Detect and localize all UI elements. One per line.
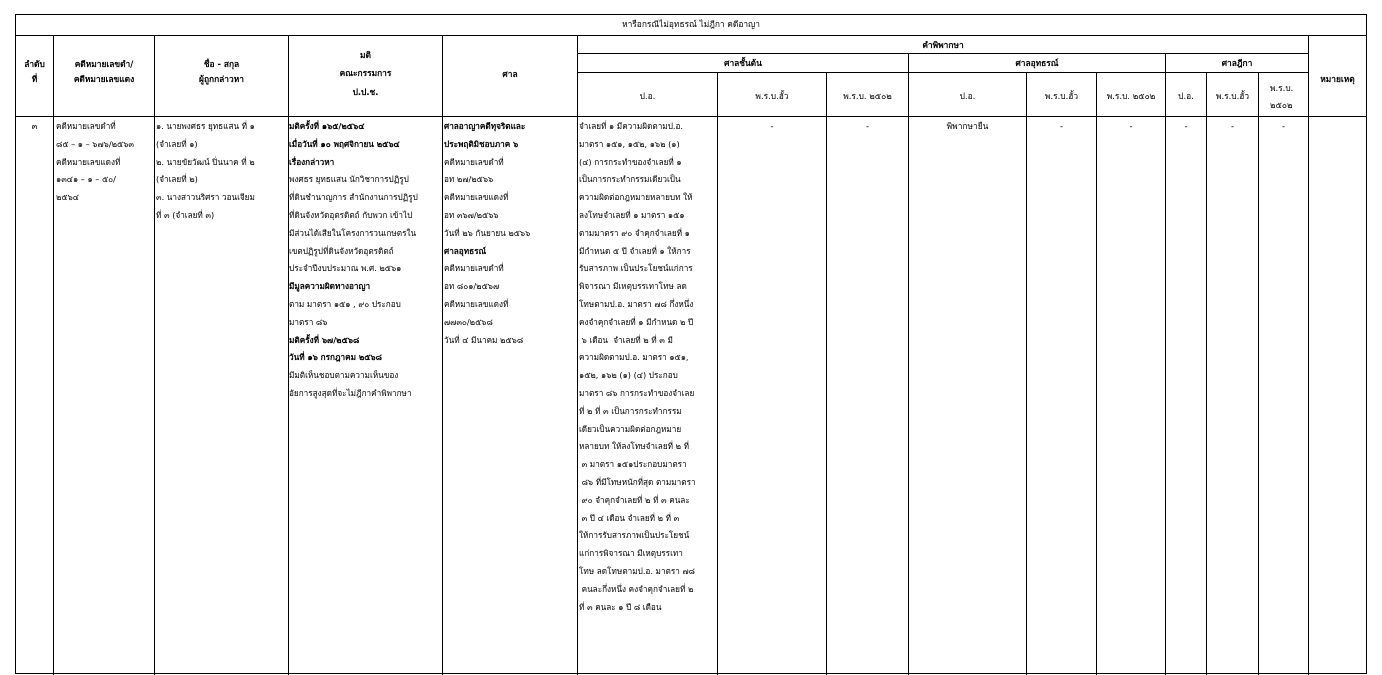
cell-line: มติครั้งที่ ๑๖๕/๒๕๖๔ <box>289 121 365 131</box>
header-case-line2: คดีหมายเลขแดง <box>73 74 135 84</box>
header-appeal: ศาลอุทธรณ์ <box>1015 58 1059 68</box>
cell-line: ลงโทษจำเลยที่ ๑ มาตรา ๑๕๑ <box>579 209 685 220</box>
cell-line: โทษตามป.อ. มาตรา ๗๘ กึ่งหนึ่ง <box>579 298 694 309</box>
cell-line: (๔) การกระทำของจำเลยที่ ๑ <box>579 156 682 167</box>
header-appeal-pr-2502: พ.ร.บ. ๒๕๐๒ <box>1106 91 1156 101</box>
row-case-numbers <box>56 118 134 207</box>
cell-line: ๒๕๖๔ <box>56 192 79 203</box>
cell-line: หลายบท ให้ลงโทษจำเลยที่ ๒ ที่ <box>579 441 690 452</box>
row-appeal-pr-old: - <box>1059 121 1064 131</box>
row-court <box>444 118 530 349</box>
cell-line: พงศธร ยุทธแสน นักวิชาการปฏิรูป <box>289 174 409 185</box>
cell-line: ที่ ๒ ที่ ๓ เป็นการกระทำกรรม <box>579 405 682 416</box>
cell-line: พิจารณา มีเหตุบรรเทาโทษ ลด <box>579 281 687 292</box>
cell-line: ตามมาตรา ๙๐ จำคุกจำเลยที่ ๑ <box>579 227 690 238</box>
cell-line: มาตรา ๘๖ <box>289 316 328 327</box>
row-first-pr-2502: - <box>865 121 870 131</box>
header-supreme-pr-2502-line2: ๒๕๐๒ <box>1270 100 1293 110</box>
column-rule <box>717 72 718 675</box>
header-first-pr-old: พ.ร.บ.ฮั้ว <box>755 91 789 101</box>
column-rule <box>1026 72 1027 675</box>
cell-line: ศาลอุทธรณ์ <box>444 245 487 256</box>
cell-line: ๗๗๓๐/๒๕๖๘ <box>444 316 493 327</box>
cell-line: เขตปฏิรูปที่ดินจังหวัดอุตรดิตถ์ <box>289 245 394 256</box>
verdict-table <box>15 14 1367 674</box>
cell-line: มีมูลความผิดทางอาญา <box>289 281 371 292</box>
header-resolution-line2: คณะกรรมการ <box>339 68 392 78</box>
cell-line: ประจำปีงบประมาณ พ.ศ. ๒๕๖๑ <box>289 263 402 274</box>
table-title: หารือกรณีไม่อุทธรณ์ ไม่ฎีกา คดีอาญา <box>622 19 760 29</box>
cell-line: แก่การพิจารณา มีเหตุบรรเทา <box>579 548 683 559</box>
cell-line: ๓. นางสาวนริศรา วอนเจียม <box>156 192 255 203</box>
cell-line: ให้การรับสารภาพเป็นประโยชน์ <box>579 530 690 541</box>
cell-line: โทษ ลดโทษตามป.อ. มาตรา ๗๘ <box>579 565 695 576</box>
header-supreme: ศาลฎีกา <box>1221 58 1253 68</box>
cell-line: คดีหมายเลขดำที่ <box>444 156 504 167</box>
cell-line: (จำเลยที่ ๑) <box>156 138 198 149</box>
cell-line: มติครั้งที่ ๖๗/๒๕๖๘ <box>289 334 360 345</box>
column-rule <box>908 53 909 675</box>
header-case-line1: คดีหมายเลขดำ/ <box>74 59 134 69</box>
header-court: ศาล <box>502 69 518 79</box>
cell-line: ๓ ปี ๔ เดือน จำเลยที่ ๒ ที่ ๓ <box>579 512 680 523</box>
cell-line: ที่ ๓ คนละ ๑ ปี ๘ เดือน <box>579 601 662 612</box>
cell-line: ความผิดตามป.อ. มาตรา ๑๕๑, <box>579 352 689 363</box>
cell-line: ๒. นายขัยวัฒน์ ปิ่นนาค ที่ ๒ <box>156 156 255 167</box>
row-supreme-pr-2502: - <box>1281 121 1286 131</box>
cell-line: ที่ ๓ (จำเลยที่ ๓) <box>156 209 215 220</box>
row-supreme-pr-old: - <box>1230 121 1235 131</box>
header-supreme-pr-2502-line1: พ.ร.บ. <box>1270 83 1294 93</box>
cell-line: ที่ดินจังหวัดอุตรดิตถ์ กับพวก เข้าไป <box>289 209 413 220</box>
cell-line: อัยการสูงสุดที่จะไม่ฎีกาคำพิพากษา <box>289 387 412 398</box>
row-first-instance-po <box>579 118 696 616</box>
cell-line: คดีหมายเลขแดงที่ <box>444 298 509 309</box>
row-accused-names <box>156 118 255 225</box>
cell-line: (จำเลยที่ ๒) <box>156 174 198 185</box>
cell-line: มีกำหนด ๕ ปี จำเลยที่ ๑ ให้การ <box>579 245 691 256</box>
cell-line: มาตรา ๑๕๑, ๑๕๒, ๑๖๒ (๑) <box>579 138 680 149</box>
cell-line: อท ๒๗/๒๕๖๖ <box>444 174 494 185</box>
column-rule <box>1258 72 1259 675</box>
cell-line: อท ๓๖๗/๒๕๖๖ <box>444 209 499 220</box>
column-rule <box>1096 72 1097 675</box>
column-rule <box>1206 72 1207 675</box>
header-remark: หมายเหตุ <box>1320 74 1355 84</box>
header-appeal-pr-old: พ.ร.บ.ฮั้ว <box>1044 91 1079 101</box>
header-first-po: ป.อ. <box>639 91 656 101</box>
table-rule <box>16 35 1366 36</box>
cell-line: มีมติเห็นชอบตามความเห็นของ <box>289 370 399 381</box>
header-first-pr-2502: พ.ร.บ. ๒๕๐๒ <box>843 91 892 101</box>
cell-line: จำเลยที่ ๑ มีความผิดตามป.อ. <box>579 121 684 131</box>
column-rule <box>1308 35 1309 675</box>
cell-line: ที่ดินชำนาญการ สำนักงานการปฏิรูป <box>289 192 418 203</box>
cell-line: ๑. นายพงศธร ยุทธแสน ที่ ๑ <box>156 121 255 131</box>
cell-line: เมื่อวันที่ ๑๐ พฤศจิกายน ๒๕๖๔ <box>289 138 400 149</box>
header-resolution-line1: มติ <box>360 50 371 60</box>
cell-line: รับสารภาพ เป็นประโยชน์แก่การ <box>579 263 693 274</box>
cell-line: มาตรา ๘๖ การกระทำของจำเลย <box>579 387 695 398</box>
header-name-line1: ชื่อ - สกุล <box>203 59 240 69</box>
header-verdict: คำพิพากษา <box>922 40 964 50</box>
column-rule <box>53 35 54 675</box>
cell-line: ๘๕ – ๑ – ๖๗๖/๒๕๖๓ <box>56 138 135 149</box>
cell-line: ๖ เดือน จำเลยที่ ๒ ที่ ๓ มี <box>579 334 673 345</box>
header-first-instance: ศาลชั้นต้น <box>724 58 762 68</box>
cell-line: เดียวเป็นความผิดต่อกฎหมาย <box>579 423 682 434</box>
cell-line: ประพฤติมิชอบภาค ๖ <box>444 138 519 149</box>
cell-line: ๑๕๒, ๑๖๒ (๑) (๔) ประกอบ <box>579 370 678 381</box>
table-rule <box>577 72 1308 73</box>
row-first-pr-old: - <box>770 121 774 131</box>
cell-line: คดีหมายเลขแดงที่ <box>444 192 509 203</box>
cell-line: วันที่ ๔ มีนาคม ๒๕๖๘ <box>444 334 524 345</box>
cell-line: คดีหมายเลขดำที่ <box>444 263 504 274</box>
cell-line: ๙๐ จำคุกจำเลยที่ ๒ ที่ ๓ คนละ <box>579 494 690 505</box>
header-seq-line1: ลำดับ <box>24 59 45 69</box>
row-resolution <box>289 118 418 403</box>
cell-line: ตาม มาตรา ๑๕๑ , ๙๐ ประกอบ <box>289 298 401 309</box>
header-name-line2: ผู้ถูกกล่าวหา <box>199 74 244 84</box>
cell-line: วันที่ ๑๖ กรกฎาคม ๒๕๖๘ <box>289 352 382 363</box>
header-resolution-line3: ป.ป.ช. <box>352 87 379 97</box>
cell-line: ความผิดต่อกฎหมายหลายบท ให้ <box>579 192 693 203</box>
row-supreme-po: - <box>1184 121 1188 131</box>
cell-line: มีส่วนได้เสียในโครงการวนเกษตรใน <box>289 227 417 238</box>
cell-line: เรื่องกล่าวหา <box>289 156 335 167</box>
cell-line: คดีหมายเลขแดงที่ <box>56 156 121 167</box>
cell-line: คงจำคุกจำเลยที่ ๑ มีกำหนด ๒ ปี <box>579 316 694 327</box>
header-supreme-po: ป.อ. <box>1178 91 1194 101</box>
cell-line: ๘๖ ที่มีโทษหนักที่สุด ตามมาตรา <box>579 476 696 487</box>
row-appeal-po: พิพากษายืน <box>946 121 989 131</box>
table-rule <box>577 53 1308 54</box>
cell-line: ๓ มาตรา ๑๕๑ประกอบมาตรา <box>579 459 687 470</box>
cell-line: วันที่ ๒๖ กันยายน ๒๕๖๖ <box>444 227 531 238</box>
cell-line: ๑๓๔๑ – ๑ – ๕๐/ <box>56 174 116 185</box>
cell-line: เป็นการกระทำกรรมเดียวเป็น <box>579 174 681 185</box>
row-appeal-pr-2502: - <box>1129 121 1133 131</box>
header-appeal-po: ป.อ. <box>959 91 976 101</box>
column-rule <box>154 35 155 675</box>
cell-line: ศาลอาญาคดีทุจริตและ <box>444 121 526 131</box>
table-rule <box>16 116 1366 117</box>
cell-line: อท ๘๐๑/๒๕๖๗ <box>444 281 500 292</box>
cell-line: คนละกึ่งหนึ่ง คงจำคุกจำเลยที่ ๒ <box>579 583 694 594</box>
column-rule <box>577 35 578 675</box>
column-rule <box>826 72 827 675</box>
column-rule <box>442 35 443 675</box>
column-rule <box>1165 53 1166 675</box>
header-supreme-pr-old: พ.ร.บ.ฮั้ว <box>1215 91 1250 101</box>
row-seq: ๓ <box>31 121 38 131</box>
cell-line: คดีหมายเลขดำที่ <box>56 121 116 131</box>
header-seq-line2: ที่ <box>31 74 38 84</box>
